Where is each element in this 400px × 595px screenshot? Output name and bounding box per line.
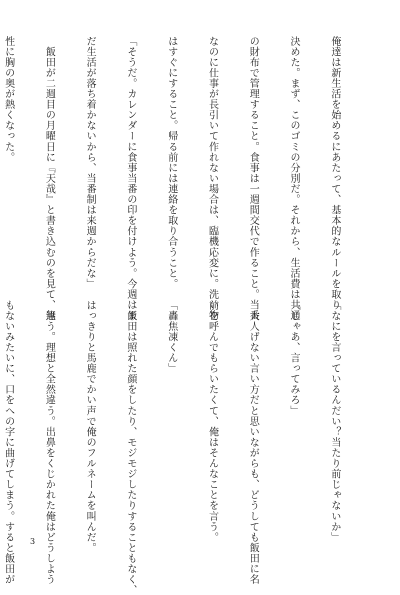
text-line: 決めた。まず、このゴミの分別だ。それから、生活費は共通 [288,36,300,321]
text-line: 違う。理想と全然違う。出鼻をくじかれた俺はどうしよう [43,300,55,585]
text-line: 俺達は新生活を始めるにあたって、基本的なルールを取り [328,36,340,311]
text-line: 「じゃあ、言ってみろ」 [288,300,300,417]
text-line: 飯田が二週目の月曜日に『天哉』と書き込むのを見て、無 [43,36,55,321]
text-line: 大人げない言い方だと思いながらも、どうしても飯田に名 [247,300,259,585]
upper-text-block [0,36,368,321]
text-line: はすぐにすること。帰る前には連絡を取り合うこと。 [165,36,177,290]
text-line: だ生活が落ち着かないから、当番制は来週からだな」 [84,36,96,290]
text-line: 前を呼んでもらいたくて、俺はそんなことを言う。 [206,300,218,543]
text-line: 「轟焦凍くん」 [165,300,177,374]
page-number: 3 [30,537,36,546]
text-line: 「そうだ。カレンダーに食事当番の印を付けよう。今週はま [124,36,136,321]
text-line: はっきりと馬鹿でかい声で俺のフルネームを叫んだ。 [84,300,96,554]
text-line: なのに仕事が長引いて作れない場合は、臨機応変に。洗い物 [206,36,218,321]
lower-text-block [0,300,368,595]
text-line: もないみたいに、口をへの字に曲げてしまう。すると飯田が [2,300,14,585]
text-line: 飯田は照れた顔をしたり、モジモジしたりすることもなく、 [124,300,136,595]
text-line: の財布で管理すること。食事は一週間交代で作ること。当番 [247,36,259,321]
text-line: 性に胸の奥が熱くなった。 [2,36,14,163]
text-line: 「なにを言っているんだい？当たり前じゃないか」 [328,300,340,543]
